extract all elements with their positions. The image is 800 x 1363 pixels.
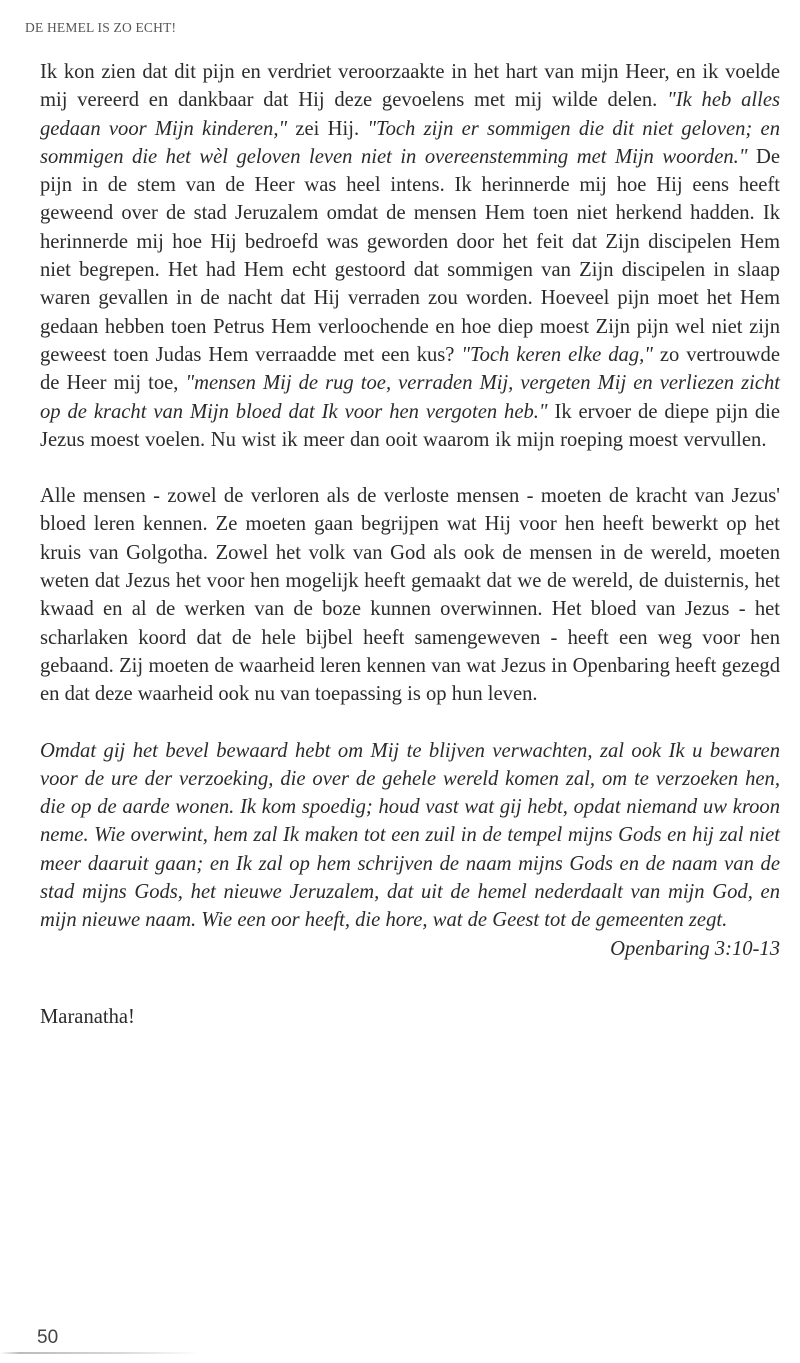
text-segment: De pijn in de stem van de Heer was heel intens. Ik herinnerde mij hoe Hij eens heeft geweend over de stad Jeruzalem omdat de mensen Hem toen niet herkend hadden. Ik herinnerde mij hoe Hij bedroefd was geworden door het feit dat Zijn discipelen Hem niet begrepen. Het had Hem echt gestoord dat sommigen van Zijn discipelen in slaap waren gevallen in de nacht dat Hij verraden zou worden. Hoeveel pijn moet het Hem gedaan hebben toen Petrus Hem verloochende en hoe diep moest Zijn pijn wel niet zijn geweest toen Judas Hem verraadde met een kus? [40, 145, 780, 366]
text-segment: zo vertrouwde de Heer mij toe, [40, 343, 780, 395]
scripture-reference: Openbaring 3:10-13 [610, 937, 780, 960]
closing-line: Maranatha! [40, 1005, 135, 1028]
paragraph-2 [40, 482, 780, 708]
text-segment: Ik ervoer de diepe pijn die Jezus moest voelen. Nu wist ik meer dan ooit waarom ik mijn roeping moest vervullen. [40, 400, 780, 451]
running-head: DE HEMEL IS ZO ECHT! [25, 20, 177, 35]
page-footer-rule [0, 1352, 200, 1354]
quote-segment: "Toch zijn er sommigen die dit niet geloven; en sommigen die het wèl geloven leven niet in overeenstemming met Mijn woorden." [40, 117, 780, 168]
text-segment: Ik kon zien dat dit pijn en verdriet veroorzaakte in het hart van mijn Heer, en ik voelde mij vereerd en dankbaar dat Hij deze gevoelens met mij wilde delen. [40, 61, 780, 112]
scripture-quote-text: Omdat gij het bevel bewaard hebt om Mij te blijven verwachten, zal ook Ik u bewaren voor de ure der verzoeking, die over de gehele wereld komen zal, om te verzoeken hen, die op de aarde wonen. Ik kom spoedig; houd vast wat gij hebt, opdat niemand uw kroon neme. Wie overwint, hem zal Ik maken tot een zuil in de tempel mijns Gods en hij zal niet meer daaruit gaan; en Ik zal op hem schrijven de naam mijns Gods en de naam van de stad mijns Gods, het nieuwe Jeruzalem, dat uit de hemel nederdaalt van mijn God, en mijn nieuwe naam. Wie een oor heeft, die hore, wat de Geest tot de gemeenten zegt. [40, 739, 780, 932]
scripture-quote [40, 737, 780, 963]
page-body [40, 58, 780, 1031]
quote-segment: "mensen Mij de rug toe, verraden Mij, vergeten Mij en verliezen zicht op de kracht van Mijn bloed dat Ik voor hen vergoten heb." [40, 372, 781, 423]
text-segment: zei Hij. [287, 117, 368, 140]
quote-segment: "Ik heb alles gedaan voor Mijn kinderen," [40, 89, 780, 140]
paragraph-1 [40, 58, 780, 454]
text-segment: Alle mensen - zowel de verloren als de verloste mensen - moeten de kracht van Jezus' bloed leren kennen. Ze moeten gaan begrijpen wat Hij voor hen heeft bewerkt op het kruis van Golgotha. Zowel het volk van God als ook de mensen in de wereld, moeten weten dat Jezus het voor hen mogelijk heeft gemaakt dat we de wereld, de duisternis, het kwaad en al de werken van de boze kunnen overwinnen. Het bloed van Jezus - het scharlaken koord dat de hele bijbel heeft samengeweven - heeft een weg voor hen gebaand. Zij moeten de waarheid leren kennen van wat Jezus in Openbaring heeft gezegd en dat deze waarheid ook nu van toepassing is op hun leven. [40, 485, 780, 706]
quote-segment: "Toch keren elke dag," [461, 343, 653, 366]
page-number: 50 [37, 1327, 59, 1348]
